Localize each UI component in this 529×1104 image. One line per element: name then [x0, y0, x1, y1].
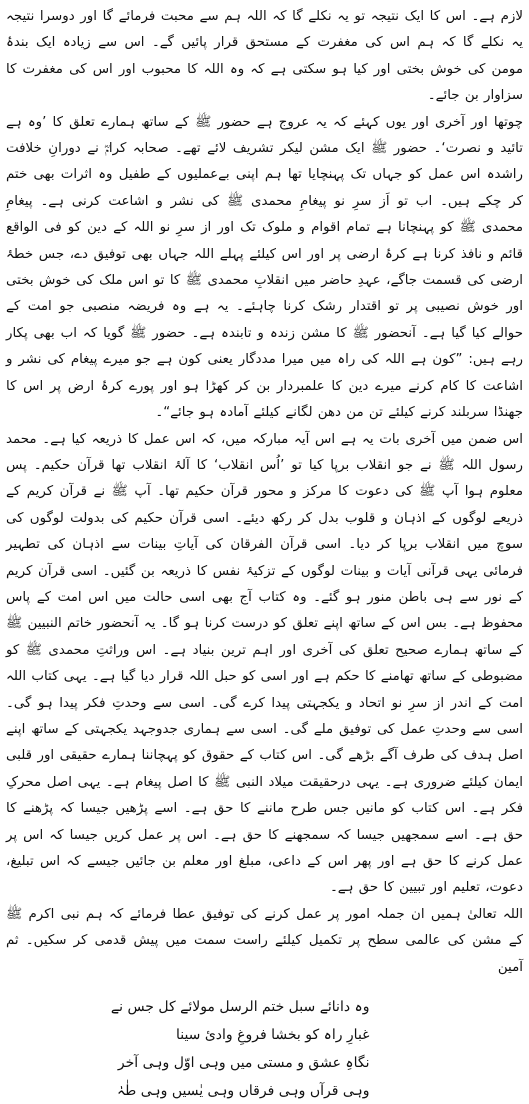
poem-verse: وہی قرآں وہی فرقاں وہی یٰسیں وہی طٰہٰ	[116, 1083, 370, 1100]
article-body	[6, 4, 523, 981]
poem-verse: وہ دانائے سبل ختم الرسل مولائے کل جس نے	[110, 999, 370, 1016]
paragraph: لازم ہے۔ اس کا ایک نتیجہ تو یہ نکلے گا کہ اللہ ہم سے محبت فرمائے گا اور دوسرا نتیجہ یہ نکلے گا کہ ہم اس کی مغفرت کے مستحق قرار پائیں گے۔ اس سے زیادہ ایک بندۂ مومن کی خوش بختی اور کیا ہو سکتی ہے کہ وہ اللہ کا محبوب اور اس کی مغفرت کا سزاوار بن جائے۔	[6, 9, 523, 104]
paragraph: چوتھا اور آخری اور یوں کہئے کہ یہ عروج ہے حضور ﷺ کے ساتھ ہمارے تعلق کا ’وہ ہے تائید و نصرت‘۔ حضور ﷺ ایک مشن لیکر تشریف لائے تھے۔ صحابہ کرامؓ نے دورانِ خلافت راشدہ اس عمل کو جہاں تک پہنچایا تھا ہم اپنی بےعملیوں کے طفیل وہ اثرات بھی ختم کر چکے ہیں۔ اب تو اَز سرِ نو پیغامِ محمدی ﷺ کی نشر و اشاعت کرنی ہے۔ پیغامِ محمدی ﷺ کو پہنچانا ہے تمام اقوام و ملوک تک اور از سرِ نو اللہ کے دین کو فی الواقع قائم و نافذ کرنا ہے کرۂ ارضی پر اور اس کیلئے پہلے اللہ جہاں بھی توفیق دے، جس خطۂ ارضی کی قسمت جاگے، عہدِ حاضر میں انقلابِ محمدی ﷺ کا تو اس ملک کی خوش بختی اور خوش نصیبی پر تو اقتدار رشک کرنا چاہئے۔ یہ ہے وہ فریضہ منصبی جو امت کے حوالے کیا گیا ہے۔ آنحضور ﷺ کا مشن زندہ و تابندہ ہے۔ حضور ﷺ گویا کہ اب بھی پکار رہے ہیں: ”کون ہے اللہ کی راہ میں میرا مددگار یعنی کون ہے جو میرے پیغام کی نشر و اشاعت کا کام کرنے میرے دین کا علمبردار بن کر کھڑا ہو اور پورے کرۂ ارض پر اس کا جھنڈا سربلند کرنے کیلئے تن من دھن لگانے کیلئے آمادہ ہو جائے“۔	[6, 114, 523, 421]
poem-verse: نگاہِ عشق و مستی میں وہی اوّل وہی آخر	[117, 1055, 370, 1072]
poem-verse: غبارِ راہ کو بخشا فروغِ وادیٔ سینا	[175, 1027, 370, 1044]
paragraph: اس ضمن میں آخری بات یہ ہے اس آیہ مبارکہ میں، کہ اس عمل کا ذریعہ کیا ہے۔ محمد رسول اللہ ﷺ نے جو انقلاب برپا کیا تو ’اُس انقلاب‘ کا آلۂ انقلاب تھا قرآن حکیم۔ پس معلوم ہوا آپ ﷺ کی دعوت کا مرکز و محور قرآن حکیم تھا۔ آپ ﷺ نے قرآن کریم کے ذریعے لوگوں کے اذہان و قلوب بدل کر رکھ دیئے۔ اسی قرآن حکیم کی بدولت لوگوں کی سوچ میں انقلاب برپا کر دیا۔ اسی قرآن الفرقان کی آیاتِ بینات سے اذہان کی تطہیر فرمائی یہی قرآنی آیات و بینات لوگوں کے تزکیۂ نفس کا ذریعہ بن گئیں۔ اسی قرآن کریم کے نور سے ہی باطن منور ہو گئے۔ وہ کتاب آج بھی اسی حالت میں اس امت کے پاس محفوظ ہے۔ بس اس کے ساتھ اپنے تعلق کو درست کرنا ہو گا۔ یہ آنحضور خاتم النبیین ﷺ کے ساتھ ہمارے صحیح تعلق کی آخری اور اہم ترین بنیاد ہے۔ اس وراثتِ محمدی ﷺ کو مضبوطی کے ساتھ تھامنے کا حکم ہے اور اسی کو حبل اللہ قرار دیا گیا ہے۔ یہی کتاب اللہ امت کے اندر از سرِ نو اتحاد و یکجہتی پیدا کرے گی۔ اسی سے وحدتِ فکر پیدا ہو گی۔ اسی سے وحدتِ عمل کی توفیق ملے گی۔ اسی سے ہماری جدوجہد یکجہتی کے ساتھ اپنے اصل ہدف کی طرف آگے بڑھے گی۔ اس کتاب کے حقوق کو پہچاننا ہمارے حقیقی اور قلبی ایمان کیلئے ضروری ہے۔ یہی درحقیقت میلاد النبی ﷺ کا اصل پیغام ہے۔ یہی اصل محرکِ فکر ہے۔ اس کتاب کو مانیں جس طرح ماننے کا حق ہے۔ اسے پڑھیں جیسا کہ پڑھنے کا حق ہے۔ اسے سمجھیں جیسا کہ سمجھنے کا حق ہے۔ اس پر عمل کریں جیسا کہ اس پر عمل کرنے کا حق ہے اور پھر اس کے داعی، مبلغ اور معلم بن جائیں جیسے کہ اس تبلیغ، دعوت، تعلیم اور تبیین کا حق ہے۔	[6, 431, 523, 896]
paragraph: اللہ تعالیٰ ہمیں ان جملہ امور پر عمل کرنے کی توفیق عطا فرمائے کہ ہم نبی اکرم ﷺ کے مشن کی عالمی سطح پر تکمیل کیلئے راست سمت میں پیش قدمی کر سکیں۔ ثم آمین	[6, 906, 523, 975]
poem-verses	[110, 993, 410, 1104]
